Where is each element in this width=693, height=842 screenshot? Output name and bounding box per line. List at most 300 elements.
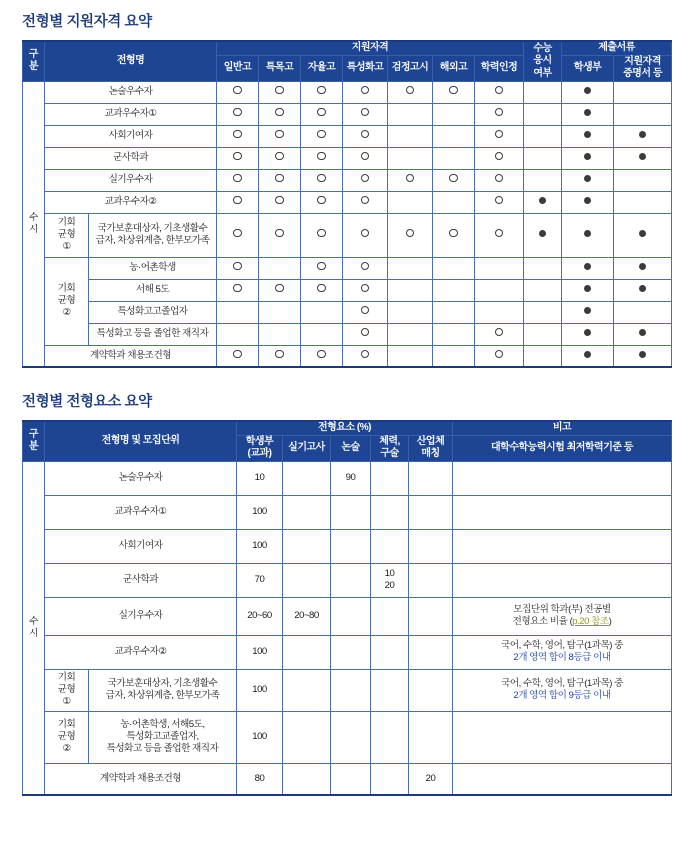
gihoe1-qual-teukmokgo [259, 213, 301, 257]
filled-dot-icon [539, 197, 546, 204]
row3-qual-geomjeonggosi [388, 147, 433, 169]
lastrow-qual-ilbango [217, 345, 259, 367]
row2-qual-teukseonghwago [343, 125, 388, 147]
circle-mark-icon [361, 196, 370, 205]
row5-qual-haeoego [433, 191, 475, 213]
row2-4-nonsul [331, 597, 371, 635]
table-row-gihoe1 [23, 213, 672, 257]
lastrow2-haksaengbu-gyogwa: 80 [237, 763, 283, 795]
circle-mark-icon [495, 328, 504, 337]
row0-qual-hangnyeokinjeong [475, 81, 524, 103]
header-doc-haksaengbu: 학생부 [562, 55, 614, 81]
row-desc-gihoe2-item: 특성화고고졸업자 [89, 301, 217, 323]
row-label-jeonhyeong: 교과우수자② [45, 191, 217, 213]
gihoe1-2-cheryeok-gusul [371, 669, 409, 711]
lastrow-suneung [524, 345, 562, 367]
row0-qual-teukseonghwago [343, 81, 388, 103]
circle-mark-icon [233, 152, 242, 161]
row2-2-remark [453, 529, 672, 563]
row-desc-gihoe2-item: 특성화고 등을 졸업한 재직자 [89, 323, 217, 345]
gihoe2-1-qual-haeoego [433, 279, 475, 301]
row2-qual-teukmokgo [259, 125, 301, 147]
gihoe2-2-jaegyeok-doc [614, 301, 672, 323]
header2-col-nonsul: 논술 [331, 435, 371, 461]
gihoe2-3-qual-hangnyeokinjeong [475, 323, 524, 345]
row0-qual-geomjeonggosi [388, 81, 433, 103]
gihoe2-1-qual-geomjeonggosi [388, 279, 433, 301]
gihoe1-2-silgi-gosa [283, 669, 331, 711]
header-qualification-group: 지원자격 [217, 41, 524, 55]
page-title-elements: 전형별 전형요소 요약 [22, 394, 152, 410]
gihoe2-2-sanupche-maeching [409, 711, 453, 763]
circle-mark-icon [449, 174, 458, 183]
qualification-summary-table [22, 40, 672, 368]
circle-mark-icon [361, 350, 370, 359]
row2-5-nonsul [331, 635, 371, 669]
row2-0-silgi-gosa [283, 461, 331, 495]
row1-haksaengbu [562, 103, 614, 125]
row2-suneung [524, 125, 562, 147]
row2-haksaengbu [562, 125, 614, 147]
row2-2-haksaengbu-gyogwa: 100 [237, 529, 283, 563]
row-label-jeonhyeong: 논술우수자 [45, 81, 217, 103]
circle-mark-icon [361, 262, 370, 271]
gihoe2-1-haksaengbu [562, 279, 614, 301]
row2-5-silgi-gosa [283, 635, 331, 669]
gihoe2-0-qual-jayulgo [301, 257, 343, 279]
circle-mark-icon [233, 196, 242, 205]
gihoe2-2-haksaengbu-gyogwa: 100 [237, 711, 283, 763]
row2-5-remark [453, 635, 672, 669]
row3-qual-ilbango [217, 147, 259, 169]
row2-4-silgi-gosa: 20~80 [283, 597, 331, 635]
header2-name-unit: 전형명 및 모집단위 [45, 421, 237, 461]
circle-mark-icon [449, 86, 458, 95]
row1-suneung [524, 103, 562, 125]
row2-1-sanupche-maeching [409, 495, 453, 529]
gihoe2-1-qual-teukmokgo [259, 279, 301, 301]
row2-label-jeonhyeong: 논술우수자 [45, 461, 237, 495]
lastrow-haksaengbu [562, 345, 614, 367]
circle-mark-icon [317, 262, 326, 271]
gihoe1-haksaengbu [562, 213, 614, 257]
lastrow-qual-teukseonghwago [343, 345, 388, 367]
gihoe2-2-cheryeok-gusul [371, 711, 409, 763]
row5-qual-ilbango [217, 191, 259, 213]
gihoe2-3-qual-ilbango [217, 323, 259, 345]
row4-suneung [524, 169, 562, 191]
gihoe2-3-qual-geomjeonggosi [388, 323, 433, 345]
remark-page-reference-link[interactable]: p.20 참조 [572, 616, 609, 627]
row-label-jeonhyeong: 군사학과 [45, 147, 217, 169]
header-jeonhyeong-name: 전형명 [45, 41, 217, 81]
circle-mark-icon [317, 196, 326, 205]
remark-line-1: 모집단위 학과(부) 전공별 [513, 604, 611, 616]
row-label-gyeyakhakgwa: 계약학과 채용조건형 [45, 345, 217, 367]
filled-dot-icon [584, 285, 591, 292]
circle-mark-icon [233, 350, 242, 359]
filled-dot-icon [639, 131, 646, 138]
circle-mark-icon [275, 86, 284, 95]
header-qual-teukseonghwago: 특성화고 [343, 55, 388, 81]
row2-label-gyeyakhakgwa: 계약학과 채용조건형 [45, 763, 237, 795]
row2-qual-hangnyeokinjeong [475, 125, 524, 147]
remark-line-2: 전형요소 비율 (p.20 참조) [512, 616, 612, 627]
gihoe1-2-haksaengbu-gyogwa: 100 [237, 669, 283, 711]
table2-row-last [23, 763, 672, 795]
table-row [23, 147, 672, 169]
gihoe1-jaegyeok-doc [614, 213, 672, 257]
row4-jaegyeok-doc [614, 169, 672, 191]
row2-1-silgi-gosa [283, 495, 331, 529]
circle-mark-icon [361, 174, 370, 183]
row-label-jeonhyeong: 교과우수자① [45, 103, 217, 125]
season-label-susi-2: 수 시 [23, 461, 45, 795]
circle-mark-icon [406, 86, 415, 95]
circle-mark-icon [233, 262, 242, 271]
circle-mark-icon [317, 350, 326, 359]
row0-jaegyeok-doc [614, 81, 672, 103]
circle-mark-icon [361, 328, 370, 337]
header-qual-ilbango: 일반고 [217, 55, 259, 81]
filled-dot-icon [584, 351, 591, 358]
table-header-row-1 [23, 41, 672, 55]
row2-qual-geomjeonggosi [388, 125, 433, 147]
filled-dot-icon [584, 329, 591, 336]
gihoe1-2-sanupche-maeching [409, 669, 453, 711]
circle-mark-icon [495, 196, 504, 205]
circle-mark-icon [275, 108, 284, 117]
gihoe1-qual-teukseonghwago [343, 213, 388, 257]
filled-dot-icon [639, 351, 646, 358]
row0-qual-jayulgo [301, 81, 343, 103]
header2-bigo-group: 비고 [453, 421, 672, 435]
table-row [23, 169, 672, 191]
gihoe2-0-qual-teukmokgo [259, 257, 301, 279]
gihoe2-3-qual-teukseonghwago [343, 323, 388, 345]
gihoe1-qual-jayulgo [301, 213, 343, 257]
lastrow-qual-jayulgo [301, 345, 343, 367]
circle-mark-icon [317, 152, 326, 161]
gihoe2-3-suneung [524, 323, 562, 345]
row5-qual-teukmokgo [259, 191, 301, 213]
row4-qual-jayulgo [301, 169, 343, 191]
table2-header-row-1 [23, 421, 672, 435]
lastrow2-remark [453, 763, 672, 795]
row5-qual-jayulgo [301, 191, 343, 213]
header-qual-haeoego: 해외고 [433, 55, 475, 81]
filled-dot-icon [584, 307, 591, 314]
gihoe1-2-nonsul [331, 669, 371, 711]
circle-mark-icon [275, 174, 284, 183]
row2-2-sanupche-maeching [409, 529, 453, 563]
row4-qual-ilbango [217, 169, 259, 191]
header2-col-silgi: 실기고사 [283, 435, 331, 461]
row2-5-sanupche-maeching [409, 635, 453, 669]
circle-mark-icon [361, 130, 370, 139]
row2-2-nonsul [331, 529, 371, 563]
table-row [23, 125, 672, 147]
row-desc-gihoe-gyunhyeong-1: 국가보훈대상자, 기초생활수 급자, 차상위계층, 한부모가족 [89, 213, 217, 257]
row4-qual-hangnyeokinjeong [475, 169, 524, 191]
row2-2-silgi-gosa [283, 529, 331, 563]
circle-mark-icon [233, 229, 242, 238]
row5-qual-hangnyeokinjeong [475, 191, 524, 213]
row2-4-cheryeok-gusul [371, 597, 409, 635]
row2-desc-gihoe-gyunhyeong-1: 국가보훈대상자, 기초생활수 급자, 차상위계층, 한부모가족 [89, 669, 237, 711]
circle-mark-icon [361, 229, 370, 238]
gihoe2-2-silgi-gosa [283, 711, 331, 763]
row2-1-haksaengbu-gyogwa: 100 [237, 495, 283, 529]
lastrow-qual-hangnyeokinjeong [475, 345, 524, 367]
header-qual-hangnyeokinjeong: 학력인정 [475, 55, 524, 81]
gihoe1-2-remark [453, 669, 672, 711]
gihoe2-2-nonsul [331, 711, 371, 763]
season-label-susi: 수 시 [23, 81, 45, 367]
row2-3-sanupche-maeching [409, 563, 453, 597]
circle-mark-icon [275, 284, 284, 293]
row5-jaegyeok-doc [614, 191, 672, 213]
circle-mark-icon [275, 229, 284, 238]
row2-0-cheryeok-gusul [371, 461, 409, 495]
row2-2-cheryeok-gusul [371, 529, 409, 563]
filled-dot-icon [639, 329, 646, 336]
row0-qual-teukmokgo [259, 81, 301, 103]
row3-suneung [524, 147, 562, 169]
header2-element-group: 전형요소 (%) [237, 421, 453, 435]
header2-col-sanupche: 산업체 매칭 [409, 435, 453, 461]
circle-mark-icon [317, 284, 326, 293]
circle-mark-icon [361, 108, 370, 117]
row-label-jeonhyeong: 사회기여자 [45, 125, 217, 147]
row4-qual-geomjeonggosi [388, 169, 433, 191]
header-qual-jayulgo: 자율고 [301, 55, 343, 81]
circle-mark-icon [275, 130, 284, 139]
row4-qual-haeoego [433, 169, 475, 191]
row2-1-remark [453, 495, 672, 529]
table-row [23, 81, 672, 103]
table2-row-gihoe1 [23, 669, 672, 711]
row2-3-haksaengbu-gyogwa: 70 [237, 563, 283, 597]
row1-qual-teukmokgo [259, 103, 301, 125]
filled-dot-icon [639, 285, 646, 292]
table-row-gihoe2-sub [23, 279, 672, 301]
element-summary-table [22, 420, 672, 796]
circle-mark-icon [233, 86, 242, 95]
header2-bigo-sub: 대학수학능력시험 최저학력기준 등 [453, 435, 672, 461]
header-doc-jaegyeok: 지원자격 증명서 등 [614, 55, 672, 81]
filled-dot-icon [584, 109, 591, 116]
gihoe2-2-qual-ilbango [217, 301, 259, 323]
circle-mark-icon [495, 350, 504, 359]
remark-grade-requirement: 2개 영역 합이 9등급 이내 [513, 690, 611, 701]
lastrow2-sanupche-maeching: 20 [409, 763, 453, 795]
row1-qual-geomjeonggosi [388, 103, 433, 125]
row2-5-haksaengbu-gyogwa: 100 [237, 635, 283, 669]
filled-dot-icon [639, 153, 646, 160]
header-qual-geomjeonggosi: 검정고시 [388, 55, 433, 81]
circle-mark-icon [449, 229, 458, 238]
remark-subjects-line: 국어, 수학, 영어, 탐구(1과목) 중 [501, 640, 623, 652]
gihoe2-2-qual-geomjeonggosi [388, 301, 433, 323]
page-title-qualification: 전형별 지원자격 요약 [22, 14, 152, 30]
row2-qual-jayulgo [301, 125, 343, 147]
table2-row [23, 597, 672, 635]
header-documents-group: 제출서류 [562, 41, 672, 55]
row3-qual-teukmokgo [259, 147, 301, 169]
circle-mark-icon [233, 174, 242, 183]
row-label-gihoe-gyunhyeong-2: 기회 균형 ② [45, 257, 89, 345]
gihoe1-qual-geomjeonggosi [388, 213, 433, 257]
filled-dot-icon [584, 131, 591, 138]
circle-mark-icon [495, 152, 504, 161]
circle-mark-icon [361, 284, 370, 293]
row2-1-nonsul [331, 495, 371, 529]
lastrow2-silgi-gosa [283, 763, 331, 795]
gihoe2-2-qual-jayulgo [301, 301, 343, 323]
gihoe2-0-qual-teukseonghwago [343, 257, 388, 279]
row2-5-cheryeok-gusul [371, 635, 409, 669]
gihoe2-2-haksaengbu [562, 301, 614, 323]
row2-3-nonsul [331, 563, 371, 597]
row2-label-jeonhyeong: 교과우수자② [45, 635, 237, 669]
circle-mark-icon [275, 152, 284, 161]
filled-dot-icon [584, 153, 591, 160]
row5-qual-geomjeonggosi [388, 191, 433, 213]
lastrow2-nonsul [331, 763, 371, 795]
filled-dot-icon [584, 87, 591, 94]
circle-mark-icon [317, 130, 326, 139]
row2-desc-gihoe-gyunhyeong-2: 농·어촌학생, 서해5도, 특성화고교졸업자, 특성화고 등을 졸업한 재직자 [89, 711, 237, 763]
gihoe1-qual-hangnyeokinjeong [475, 213, 524, 257]
gihoe2-3-qual-haeoego [433, 323, 475, 345]
gihoe2-0-jaegyeok-doc [614, 257, 672, 279]
circle-mark-icon [361, 152, 370, 161]
filled-dot-icon [584, 230, 591, 237]
circle-mark-icon [317, 108, 326, 117]
row2-label-jeonhyeong: 실기우수자 [45, 597, 237, 635]
table-row [23, 103, 672, 125]
row5-qual-teukseonghwago [343, 191, 388, 213]
table2-row [23, 495, 672, 529]
circle-mark-icon [233, 130, 242, 139]
row2-4-sanupche-maeching [409, 597, 453, 635]
gihoe2-0-qual-ilbango [217, 257, 259, 279]
lastrow-qual-teukmokgo [259, 345, 301, 367]
gihoe2-1-jaegyeok-doc [614, 279, 672, 301]
circle-mark-icon [495, 86, 504, 95]
gihoe2-0-haksaengbu [562, 257, 614, 279]
row3-haksaengbu [562, 147, 614, 169]
lastrow2-cheryeok-gusul [371, 763, 409, 795]
row4-qual-teukseonghwago [343, 169, 388, 191]
row2-1-cheryeok-gusul [371, 495, 409, 529]
row-desc-gihoe2-item: 서해 5도 [89, 279, 217, 301]
row3-qual-hangnyeokinjeong [475, 147, 524, 169]
row2-qual-ilbango [217, 125, 259, 147]
circle-mark-icon [233, 284, 242, 293]
row1-qual-ilbango [217, 103, 259, 125]
gihoe2-3-haksaengbu [562, 323, 614, 345]
row1-qual-hangnyeokinjeong [475, 103, 524, 125]
table-row-gihoe2-sub [23, 323, 672, 345]
row2-0-nonsul: 90 [331, 461, 371, 495]
gihoe1-qual-haeoego [433, 213, 475, 257]
row2-0-sanupche-maeching [409, 461, 453, 495]
row2-3-silgi-gosa [283, 563, 331, 597]
filled-dot-icon [639, 263, 646, 270]
table2-row-gihoe2 [23, 711, 672, 763]
header-qual-teukmokgo: 특목고 [259, 55, 301, 81]
row1-qual-haeoego [433, 103, 475, 125]
row-desc-gihoe2-item: 농·어촌학생 [89, 257, 217, 279]
circle-mark-icon [317, 86, 326, 95]
gihoe2-0-qual-haeoego [433, 257, 475, 279]
table-row [23, 191, 672, 213]
table2-row [23, 461, 672, 495]
row5-suneung [524, 191, 562, 213]
circle-mark-icon [233, 108, 242, 117]
row3-qual-jayulgo [301, 147, 343, 169]
circle-mark-icon [495, 130, 504, 139]
lastrow-jaegyeok-doc [614, 345, 672, 367]
lastrow-qual-haeoego [433, 345, 475, 367]
circle-mark-icon [317, 229, 326, 238]
gihoe2-1-suneung [524, 279, 562, 301]
row0-suneung [524, 81, 562, 103]
gihoe2-2-suneung [524, 301, 562, 323]
circle-mark-icon [361, 306, 370, 315]
filled-dot-icon [539, 230, 546, 237]
row5-haksaengbu [562, 191, 614, 213]
gihoe2-2-qual-haeoego [433, 301, 475, 323]
gihoe2-0-qual-geomjeonggosi [388, 257, 433, 279]
row0-qual-haeoego [433, 81, 475, 103]
row2-3-remark [453, 563, 672, 597]
circle-mark-icon [495, 108, 504, 117]
table2-row [23, 563, 672, 597]
row0-qual-ilbango [217, 81, 259, 103]
gihoe2-3-qual-teukmokgo [259, 323, 301, 345]
circle-mark-icon [406, 229, 415, 238]
gihoe2-1-qual-hangnyeokinjeong [475, 279, 524, 301]
row2-label-jeonhyeong: 군사학과 [45, 563, 237, 597]
table-row-last [23, 345, 672, 367]
row3-jaegyeok-doc [614, 147, 672, 169]
row-label-gihoe-gyunhyeong-1: 기회 균형 ① [45, 213, 89, 257]
circle-mark-icon [495, 229, 504, 238]
gihoe2-1-qual-ilbango [217, 279, 259, 301]
row0-haksaengbu [562, 81, 614, 103]
row2-label-gihoe-gyunhyeong-1: 기회 균형 ① [45, 669, 89, 711]
header-suneung: 수능 응시 여부 [524, 41, 562, 81]
table-row-gihoe2-sub [23, 301, 672, 323]
circle-mark-icon [361, 86, 370, 95]
gihoe2-0-qual-hangnyeokinjeong [475, 257, 524, 279]
row2-jaegyeok-doc [614, 125, 672, 147]
remark-grade-requirement: 2개 영역 합이 8등급 이내 [513, 652, 611, 663]
circle-mark-icon [317, 174, 326, 183]
row2-label-jeonhyeong: 사회기여자 [45, 529, 237, 563]
circle-mark-icon [406, 174, 415, 183]
header2-col-haksaengbu: 학생부 (교과) [237, 435, 283, 461]
row2-0-haksaengbu-gyogwa: 10 [237, 461, 283, 495]
row2-4-haksaengbu-gyogwa: 20~60 [237, 597, 283, 635]
circle-mark-icon [495, 174, 504, 183]
row2-0-remark [453, 461, 672, 495]
filled-dot-icon [639, 230, 646, 237]
gihoe2-1-qual-jayulgo [301, 279, 343, 301]
